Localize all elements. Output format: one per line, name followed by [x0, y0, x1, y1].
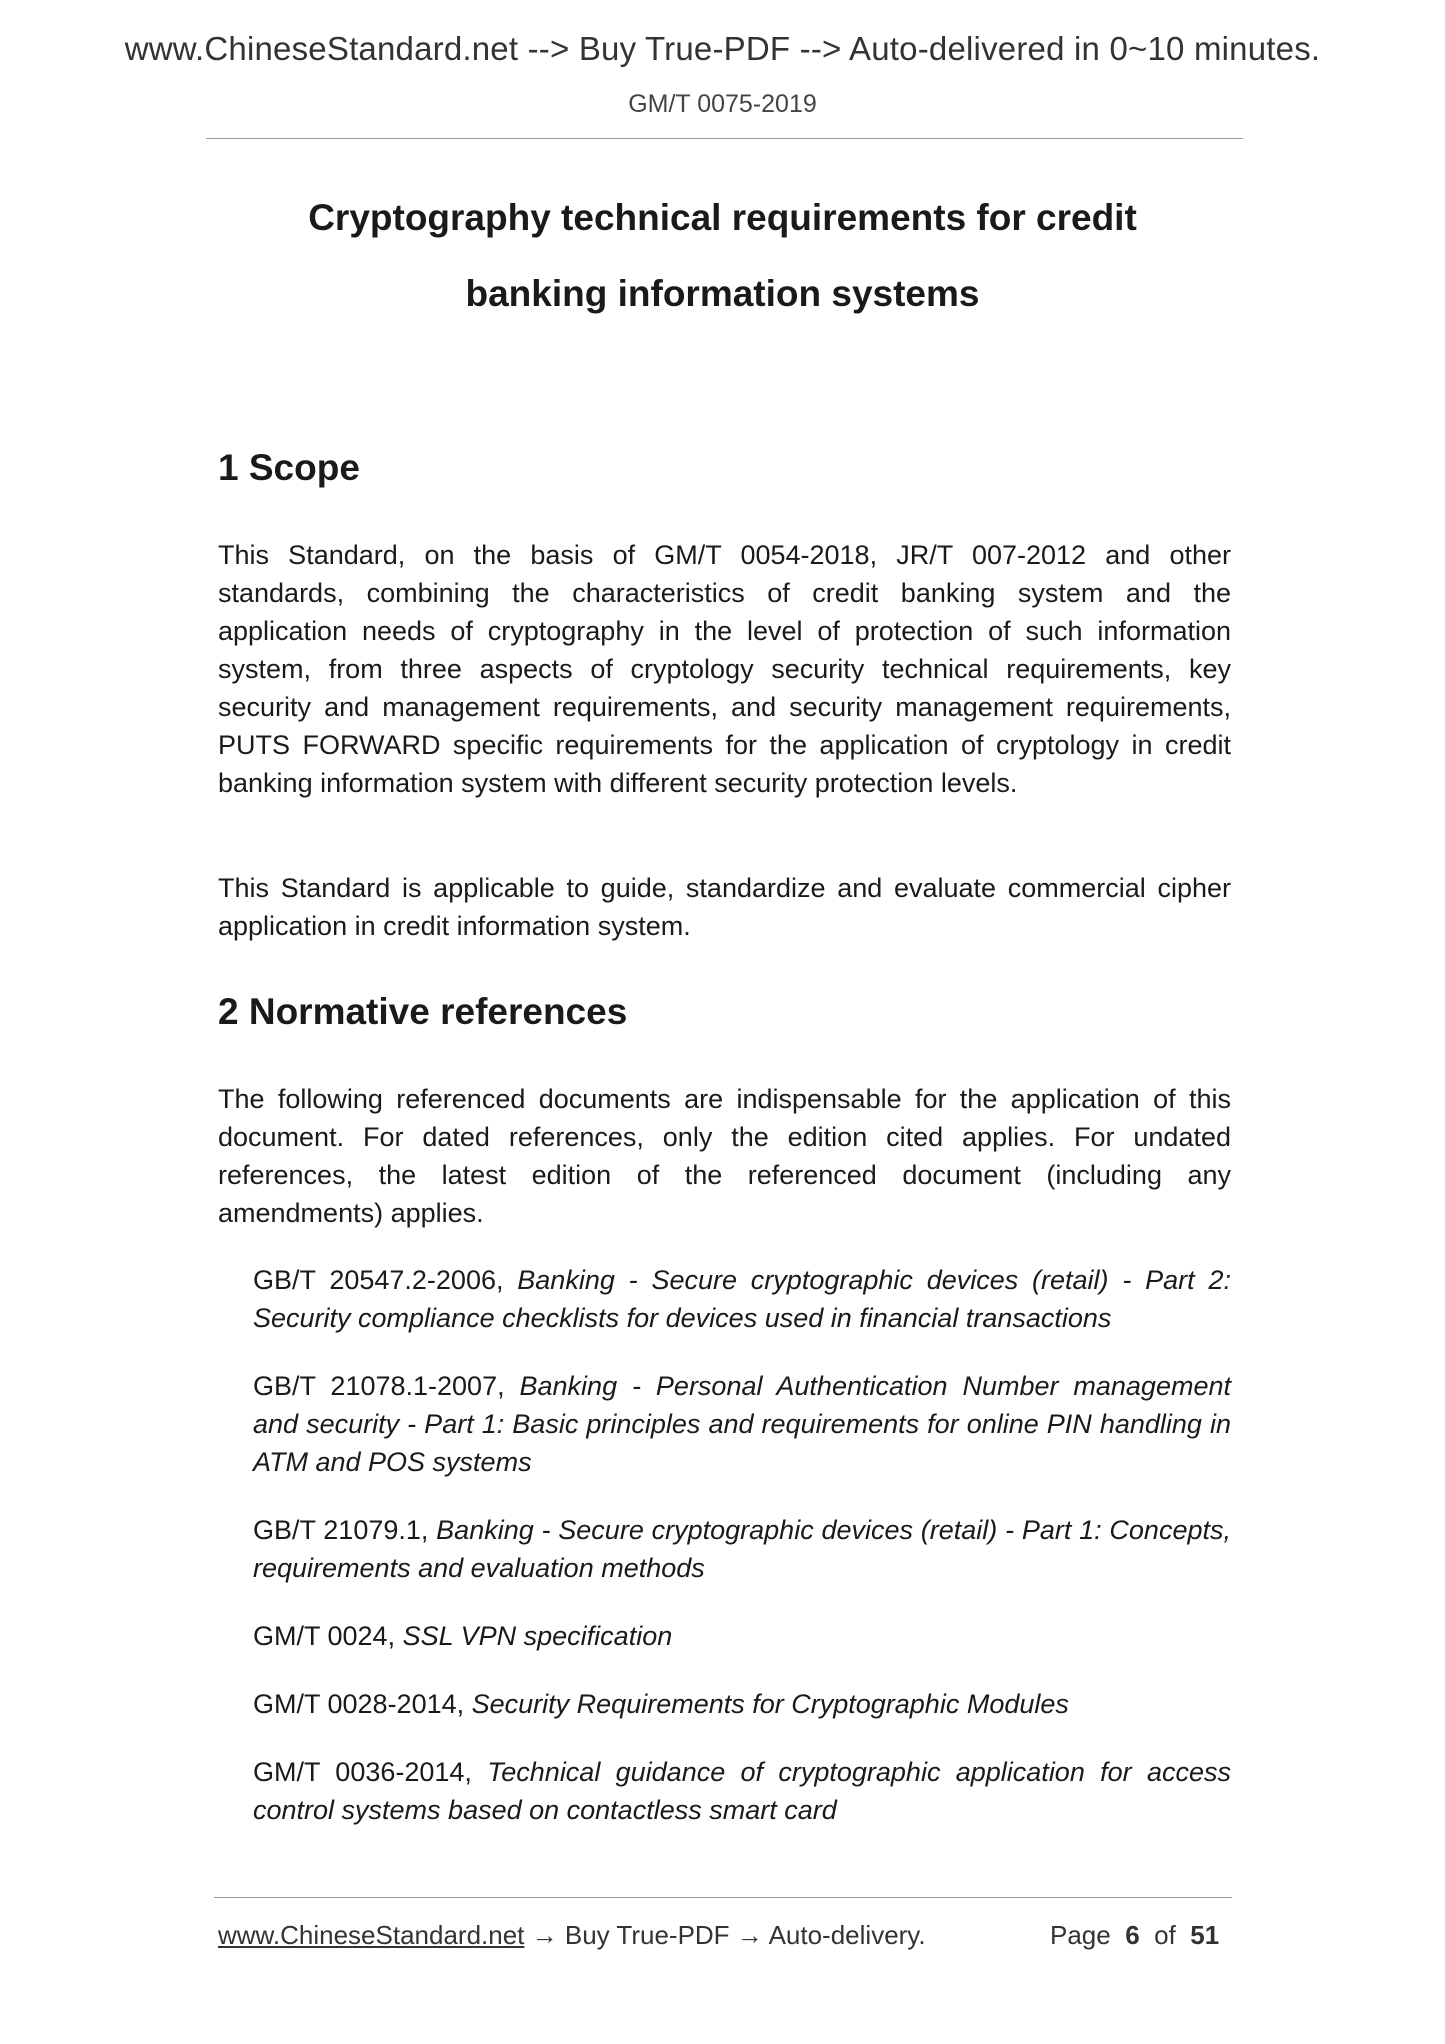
reference-code: GM/T 0028-2014,	[253, 1689, 472, 1719]
header-divider	[206, 138, 1243, 139]
reference-title: Technical guidance of cryptographic application for access control systems based on contactless smart card	[253, 1757, 1232, 1825]
section-1-heading: 1 Scope	[218, 447, 360, 488]
scope-paragraph-1: This Standard, on the basis of GM/T 0054-2018, JR/T 007-2012 and other standards, combining the characteristics of credit banking system and the application needs of cryptography in the level of protection of such information system, from three aspects of cryptology security technical requirements, key security and management requirements, and security management requirements, PUTS FORWARD specific requirements for the application of cryptology in credit banking information system with different security protection levels.	[218, 540, 1231, 798]
reference-code: GM/T 0036-2014,	[253, 1757, 488, 1787]
of-label: of	[1154, 1920, 1176, 1950]
reference-code: GM/T 0024,	[253, 1621, 403, 1651]
reference-item	[253, 1685, 1231, 1723]
page-label: Page	[1050, 1920, 1111, 1950]
reference-item	[253, 1367, 1231, 1481]
footer-site-link[interactable]: www.ChineseStandard.net	[218, 1920, 525, 1950]
total-pages: 51	[1190, 1920, 1220, 1950]
reference-item	[253, 1511, 1231, 1587]
reference-item	[253, 1261, 1231, 1337]
scope-paragraph-2: This Standard is applicable to guide, standardize and evaluate commercial cipher application in credit information system.	[218, 873, 1231, 941]
footer-delivery-text: → Buy True-PDF → Auto-delivery.	[524, 1920, 926, 1950]
document-code: GM/T 0075-2019	[628, 90, 817, 118]
reference-item	[253, 1617, 1231, 1655]
footer-delivery	[218, 1920, 926, 1951]
document-title	[0, 180, 1445, 332]
reference-item	[253, 1753, 1231, 1829]
page-number: 6	[1125, 1920, 1140, 1950]
reference-code: GB/T 20547.2-2006,	[253, 1265, 518, 1295]
reference-title: Banking - Personal Authentication Number management and security - Part 1: Basic principles and requirements for online PIN handling in ATM and POS systems	[253, 1371, 1231, 1477]
reference-title: Security Requirements for Cryptographic Modules	[471, 1689, 1069, 1719]
title-line-1: Cryptography technical requirements for credit	[308, 197, 1137, 238]
section-2-heading: 2 Normative references	[218, 991, 628, 1032]
footer-divider	[214, 1897, 1232, 1898]
references-intro: The following referenced documents are indispensable for the application of this document. For dated references, only the edition cited applies. For undated references, the latest edition of the referenced document (including any amendments) applies.	[218, 1084, 1231, 1228]
reference-code: GB/T 21078.1-2007,	[253, 1371, 520, 1401]
reference-title: Banking - Secure cryptographic devices (retail) - Part 2: Security compliance checklists for devices used in financial transactions	[253, 1265, 1231, 1333]
title-line-2: banking information systems	[465, 273, 980, 314]
top-banner: www.ChineseStandard.net --> Buy True-PDF --> Auto-delivered in 0~10 minutes.	[124, 30, 1321, 67]
reference-title: SSL VPN specification	[402, 1621, 673, 1651]
reference-title: Banking - Secure cryptographic devices (retail) - Part 1: Concepts, requirements and evaluation methods	[253, 1515, 1231, 1583]
reference-code: GB/T 21079.1,	[253, 1515, 437, 1545]
page-indicator	[1050, 1920, 1219, 1951]
